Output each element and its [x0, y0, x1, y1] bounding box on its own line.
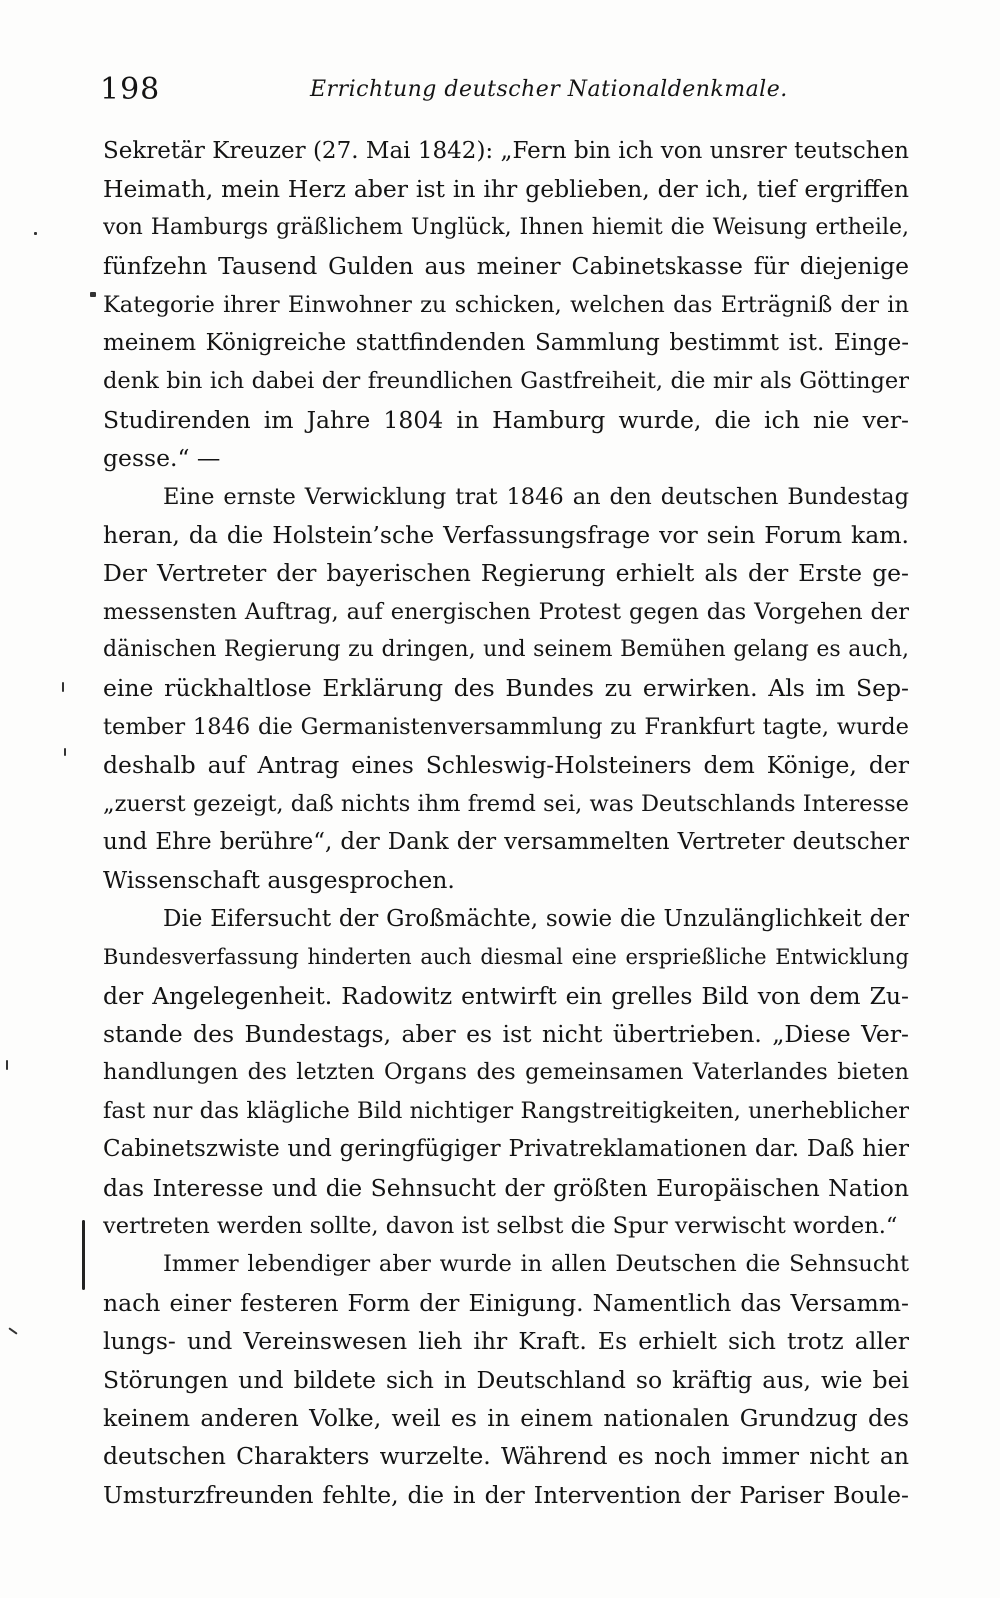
- text-line: fast nur das klägliche Bild nichtiger Rangstreitigkeiten, unerheblicher: [103, 1097, 909, 1124]
- text-line: Studirenden im Jahre 1804 in Hamburg wurde, die ich nie ver-: [103, 405, 909, 434]
- text-line: Heimath, mein Herz aber ist in ihr geblieben, der ich, tief ergriffen: [103, 175, 909, 204]
- text-line: Die Eifersucht der Großmächte, sowie die Unzulänglichkeit der: [163, 905, 909, 932]
- scan-speck: [8, 1327, 17, 1334]
- text-line: deutschen Charakters wurzelte. Während es noch immer nicht an: [103, 1442, 909, 1471]
- text-line: keinem anderen Volke, weil es in einem nationalen Grundzug des: [103, 1403, 909, 1432]
- text-line: und Ehre berühre“, der Dank der versammelten Vertreter deutscher: [103, 829, 909, 856]
- scan-speck: [62, 682, 64, 692]
- text-line: Wissenschaft ausgesprochen.: [103, 866, 455, 895]
- text-line: meinem Königreiche stattfindenden Sammlung bestimmt ist. Einge-: [103, 329, 909, 356]
- running-title: Errichtung deutscher Nationaldenkmale.: [310, 77, 788, 102]
- text-line: Störungen und bildete sich in Deutschland so kräftig aus, wie bei: [103, 1365, 909, 1394]
- text-line: heran, da die Holstein’sche Verfassungsfrage vor sein Forum kam.: [103, 520, 909, 549]
- text-line: messensten Auftrag, auf energischen Protest gegen das Vorgehen der: [103, 598, 909, 625]
- text-line: nach einer festeren Form der Einigung. Namentlich das Versamm-: [103, 1288, 909, 1317]
- scan-speck: [34, 232, 37, 235]
- text-line: Bundesverfassung hinderten auch diesmal eine ersprießliche Entwicklung: [103, 945, 909, 970]
- text-line: handlungen des letzten Organs des gemeinsamen Vaterlandes bieten: [103, 1059, 909, 1086]
- text-line: dänischen Regierung zu dringen, und seinem Bemühen gelang es auch,: [103, 637, 909, 663]
- page-number: 198: [100, 72, 161, 107]
- text-line: eine rückhaltlose Erklärung des Bundes zu erwirken. Als im Sep-: [103, 674, 909, 703]
- text-line: das Interesse und die Sehnsucht der größten Europäischen Nation: [103, 1173, 909, 1202]
- text-line: gesse.“ —: [103, 444, 221, 473]
- scan-speck: [90, 292, 96, 297]
- text-line: Immer lebendiger aber wurde in allen Deutschen die Sehnsucht: [163, 1251, 909, 1278]
- text-line: tember 1846 die Germanistenversammlung zu Frankfurt tagte, wurde: [103, 713, 909, 740]
- text-line: Der Vertreter der bayerischen Regierung erhielt als der Erste ge-: [103, 559, 909, 588]
- text-line: Eine ernste Verwicklung trat 1846 an den deutschen Bundestag: [163, 483, 909, 510]
- text-line: von Hamburgs gräßlichem Unglück, Ihnen hiemit die Weisung ertheile,: [103, 214, 909, 240]
- text-line: der Angelegenheit. Radowitz entwirft ein grelles Bild von dem Zu-: [103, 981, 909, 1010]
- text-line: stande des Bundestags, aber es ist nicht übertrieben. „Diese Ver-: [103, 1019, 909, 1048]
- margin-mark: [82, 1220, 85, 1290]
- text-line: Umsturzfreunden fehlte, die in der Intervention der Pariser Boule-: [103, 1480, 909, 1509]
- text-line: Kategorie ihrer Einwohner zu schicken, welchen das Erträgniß der in: [103, 291, 909, 318]
- text-line: fünfzehn Tausend Gulden aus meiner Cabinetskasse für diejenige: [103, 252, 909, 281]
- scan-speck: [64, 748, 66, 756]
- text-line: lungs- und Vereinswesen lieh ihr Kraft. Es erhielt sich trotz aller: [103, 1327, 909, 1356]
- text-line: „zuerst gezeigt, daß nichts ihm fremd sei, was Deutschlands Interesse: [103, 790, 909, 817]
- text-line: Sekretär Kreuzer (27. Mai 1842): „Fern bin ich von unsrer teutschen: [103, 138, 909, 164]
- text-line: Cabinetszwiste und geringfügiger Privatreklamationen dar. Daß hier: [103, 1136, 909, 1163]
- scan-speck: [6, 1060, 8, 1070]
- text-line: denk bin ich dabei der freundlichen Gastfreiheit, die mir als Göttinger: [103, 368, 909, 395]
- text-line: deshalb auf Antrag eines Schleswig-Holsteiners dem Könige, der: [103, 751, 909, 780]
- text-line: vertreten werden sollte, davon ist selbst die Spur verwischt worden.“: [103, 1212, 898, 1239]
- page-header: [100, 70, 910, 110]
- body-text: [103, 132, 909, 1514]
